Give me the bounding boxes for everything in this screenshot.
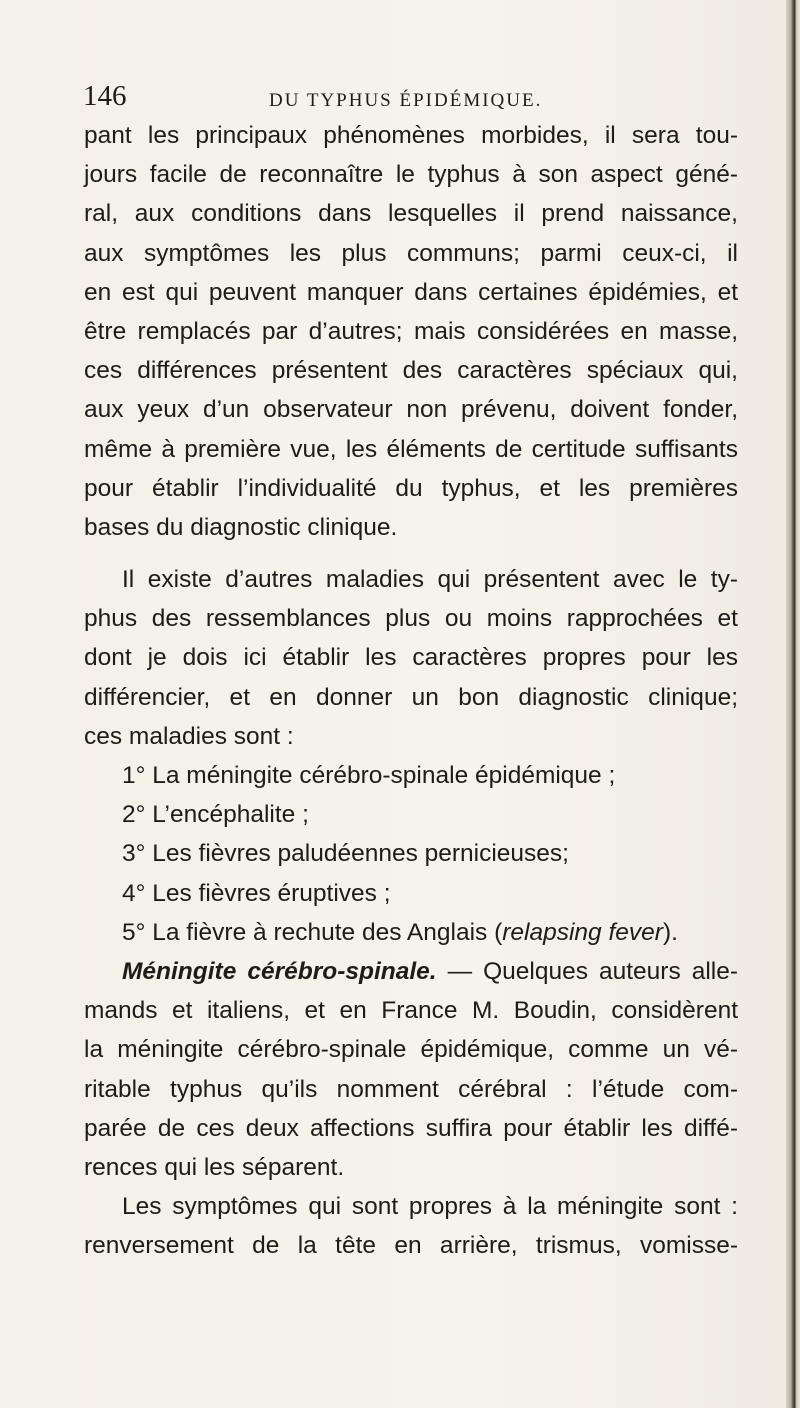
text-line: pour établir l’individualité du typhus, et les premières — [84, 474, 738, 502]
section-heading: Méningite cérébro-spinale. — [122, 957, 437, 985]
text-line: aux symptômes les plus communs; parmi ceux-ci, il — [84, 239, 738, 267]
text-line: dont je dois ici établir les caractères propres pour les — [84, 644, 738, 672]
text-line: ral, aux conditions dans lesquelles il prend naissance, — [84, 200, 738, 228]
text-line: bases du diagnostic clinique. — [84, 513, 398, 541]
paragraph-start: Les symptômes qui sont propres à la méningite sont : — [122, 1193, 738, 1221]
page-edge — [786, 0, 800, 1408]
running-title: DU TYPHUS ÉPIDÉMIQUE. — [269, 90, 543, 111]
list-item: 4° Les fièvres éruptives ; — [122, 879, 391, 907]
text-line: jours facile de reconnaître le typhus à son aspect géné- — [84, 161, 738, 189]
text-line: même à première vue, les éléments de certitude suffisants — [84, 435, 738, 463]
text-line: pant les principaux phénomènes morbides, il sera tou- — [84, 122, 738, 149]
text-line: ces différences présentent des caractères spéciaux qui, — [84, 357, 738, 385]
text-line: mands et italiens, et en France M. Boudin, considèrent — [84, 997, 738, 1025]
list-item-5 — [84, 913, 738, 952]
list-item: 1° La méningite cérébro-spinale épidémique ; — [122, 762, 616, 789]
text-line: rences qui les séparent. — [84, 1153, 345, 1181]
text-line: ces maladies sont : — [84, 722, 294, 750]
section-first-line — [84, 952, 738, 991]
relapsing-fever-term: relapsing fever — [502, 918, 663, 946]
text-line: différencier, et en donner un bon diagnostic clinique; — [84, 683, 738, 711]
text-line: aux yeux d’un observateur non prévenu, doivent fonder, — [84, 396, 738, 424]
running-head — [83, 80, 743, 120]
text-line: en est qui peuvent manquer dans certaines épidémies, et — [84, 278, 738, 306]
text-line: phus des ressemblances plus ou moins rapprochées et — [84, 605, 738, 633]
text-line: ritable typhus qu’ils nomment cérébral : l’étude com- — [84, 1075, 738, 1103]
text-line: parée de ces deux affections suffira pour établir les diffé- — [84, 1114, 738, 1142]
paragraph-start: Il existe d’autres maladies qui présentent avec le ty- — [122, 566, 738, 594]
section-text: — Quelques auteurs alle- — [436, 957, 739, 985]
body-text — [84, 116, 738, 1265]
text-line: renversement de la tête en arrière, trismus, vomisse- — [84, 1232, 738, 1260]
text-line: être remplacés par d’autres; mais considérées en masse, — [84, 317, 738, 345]
text-line: la méningite cérébro-spinale épidémique, comme un vé- — [84, 1036, 738, 1064]
list-item-text: 5° La fièvre à rechute des Anglais ( — [122, 918, 503, 946]
list-item: 2° L’encéphalite ; — [122, 801, 309, 829]
page-number: 146 — [83, 80, 127, 112]
list-item-text-end: ). — [662, 918, 678, 946]
list-item: 3° Les fièvres paludéennes pernicieuses; — [122, 840, 569, 868]
